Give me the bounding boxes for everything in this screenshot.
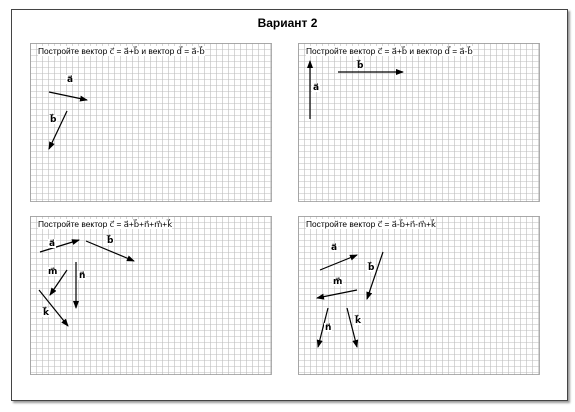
vector-n-label: n⃗ (325, 322, 332, 332)
task-panel-2 (298, 43, 540, 202)
vector-k-label: k⃗ (355, 315, 361, 325)
vector-m-arrow (317, 290, 357, 298)
vector-n-label: n⃗ (79, 270, 86, 280)
vector-a-label: a⃗ (49, 238, 56, 248)
vector-m-label: m⃗ (48, 266, 58, 276)
vector-m-label: m⃗ (333, 276, 343, 286)
vectors-2 (298, 43, 540, 202)
task-text: Постройте вектор c⃗ = a⃗-b⃗+n⃗-m⃗+k⃗ (306, 219, 436, 229)
vector-b-label: b⃗ (107, 235, 114, 245)
task-panel-4 (298, 216, 540, 375)
task-panel-3 (30, 216, 272, 375)
worksheet-title: Вариант 2 (257, 16, 318, 30)
vector-a-arrow (40, 240, 79, 252)
task-text: Постройте вектор c⃗ = a⃗+b⃗ и вектор d⃗ = a⃗-b⃗ (38, 46, 205, 56)
vector-k-arrow (347, 308, 357, 347)
vectors-4 (298, 216, 540, 375)
vector-k-label: k⃗ (43, 307, 49, 317)
vector-a-label: a⃗ (67, 74, 74, 84)
vector-b-arrow (367, 252, 383, 299)
vector-b-label: b⃗ (357, 60, 364, 70)
vector-a-label: a⃗ (331, 242, 338, 252)
vector-a-arrow (320, 255, 357, 270)
vectors-1 (30, 43, 272, 202)
vector-b-label: b⃗ (50, 114, 57, 124)
vector-b-label: b⃗ (368, 262, 375, 272)
vectors-3 (30, 216, 272, 375)
task-panel-1 (30, 43, 272, 202)
vector-a-label: a⃗ (313, 82, 320, 92)
task-text: Постройте вектор c⃗ = a⃗+b⃗ и вектор d⃗ = a⃗-b⃗ (306, 46, 473, 56)
task-text: Постройте вектор c⃗ = a⃗+b⃗+n⃗+m⃗+k⃗ (38, 219, 173, 229)
vector-a-arrow (49, 92, 87, 100)
